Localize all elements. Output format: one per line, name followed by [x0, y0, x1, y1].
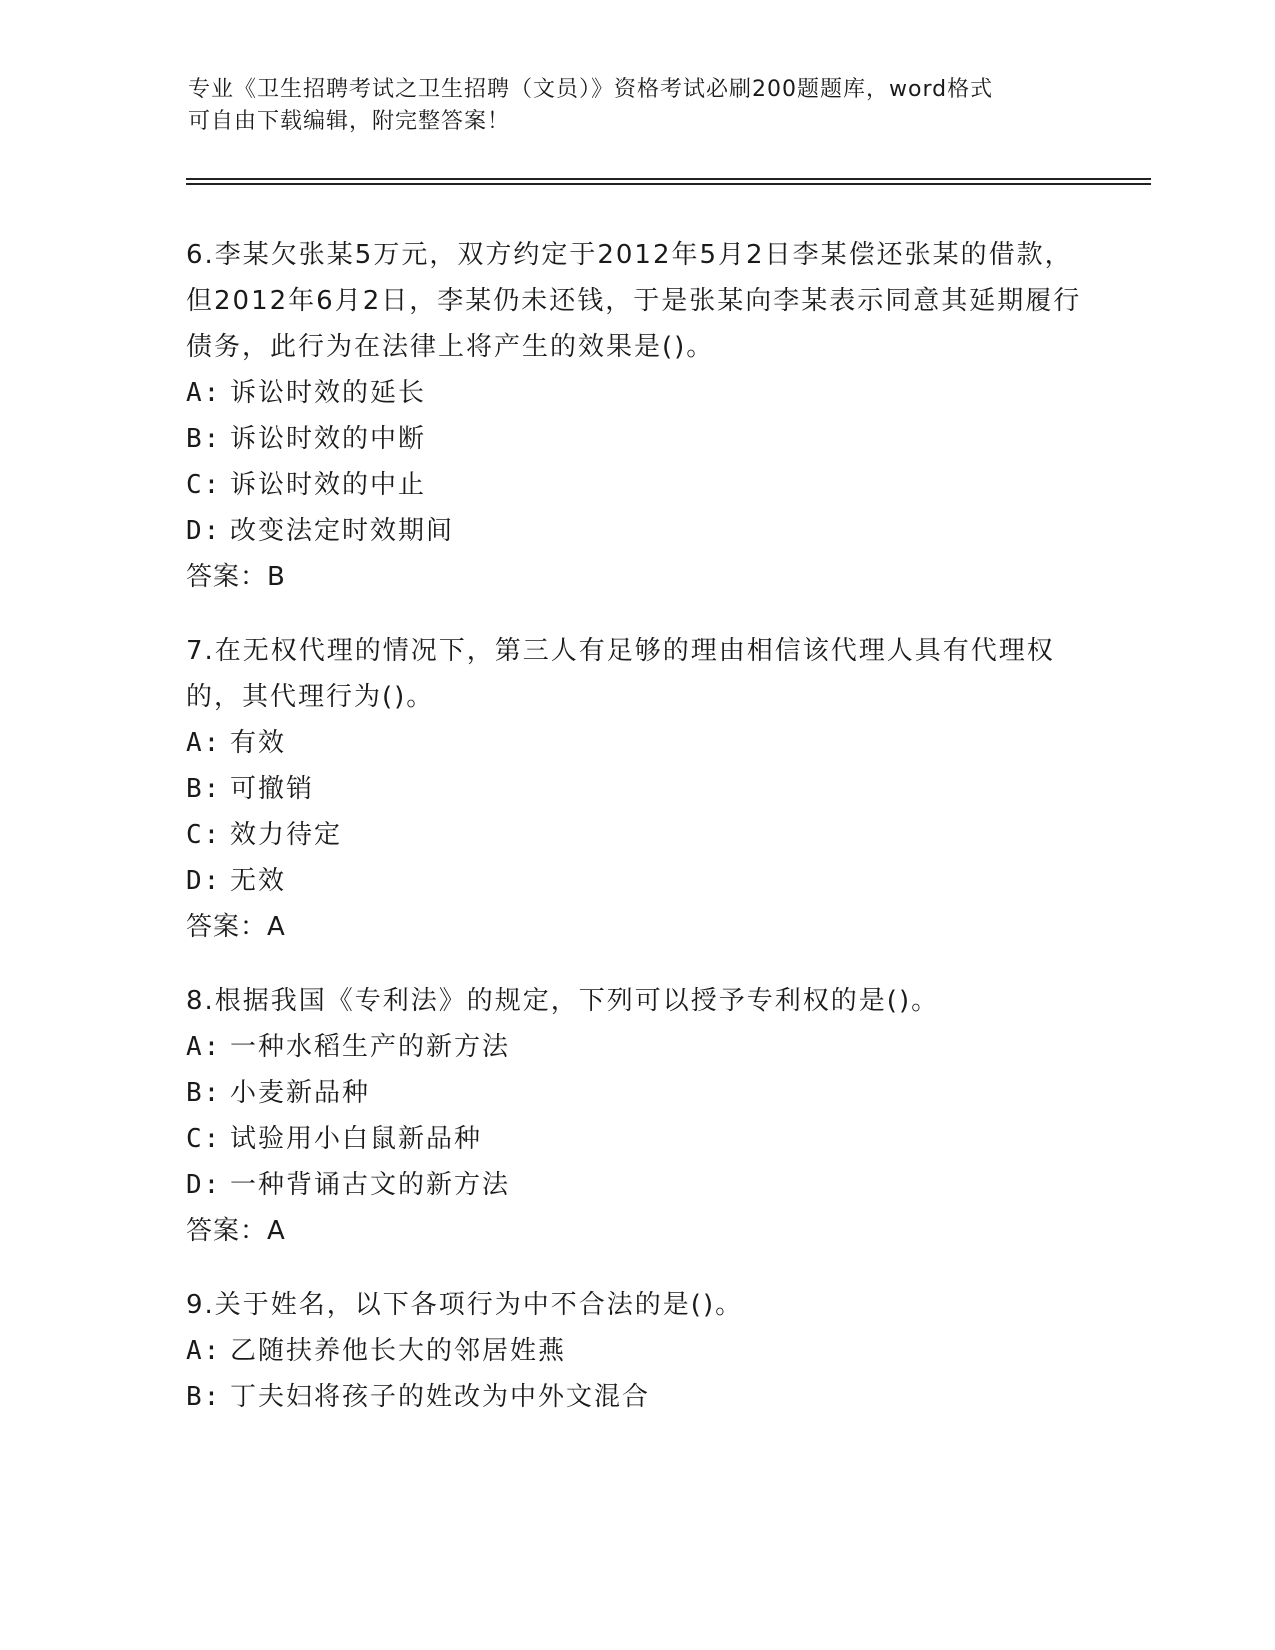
option-letter: C: [186, 470, 222, 500]
answer-line: 答案：A [186, 1216, 286, 1246]
question-stem: 6.李某欠张某5万元，双方约定于2012年5月2日李某偿还张某的借款，但2012年6月2日，李某仍未还钱，于是张某向李某表示同意其延期履行债务，此行为在法律上将产生的效果是()。 [186, 240, 1082, 362]
question-7 [186, 628, 1086, 950]
option-text: 诉讼时效的延长 [230, 378, 427, 408]
option-letter: D: [186, 516, 222, 546]
option-letter: A: [186, 728, 222, 758]
option-c [186, 812, 1086, 858]
question-9 [186, 1282, 1086, 1420]
option-a [186, 720, 1086, 766]
option-letter: B: [186, 1382, 222, 1412]
option-b [186, 1374, 1086, 1420]
option-letter: A: [186, 378, 222, 408]
option-letter: B: [186, 424, 222, 454]
question-8 [186, 978, 1086, 1254]
header-line-2: 可自由下载编辑，附完整答案！ [188, 109, 511, 134]
header-divider-bottom [186, 183, 1151, 185]
header-line-1: 专业《卫生招聘考试之卫生招聘（文员）》资格考试必刷200题题库，word格式 [188, 77, 994, 102]
option-a [186, 370, 1086, 416]
question-stem: 8.根据我国《专利法》的规定，下列可以授予专利权的是()。 [186, 986, 940, 1016]
option-text: 改变法定时效期间 [230, 516, 455, 546]
option-letter: B: [186, 774, 222, 804]
option-letter: B: [186, 1078, 222, 1108]
option-text: 小麦新品种 [230, 1078, 371, 1108]
option-text: 效力待定 [230, 820, 343, 850]
option-b [186, 416, 1086, 462]
question-list [186, 232, 1086, 1448]
option-text: 乙随扶养他长大的邻居姓燕 [230, 1336, 567, 1366]
option-text: 有效 [230, 728, 287, 758]
option-c [186, 462, 1086, 508]
document-header [188, 74, 1068, 138]
option-d [186, 1162, 1086, 1208]
option-text: 丁夫妇将孩子的姓改为中外文混合 [230, 1382, 651, 1412]
option-text: 可撤销 [230, 774, 315, 804]
question-6 [186, 232, 1086, 600]
question-stem: 9.关于姓名，以下各项行为中不合法的是()。 [186, 1290, 744, 1320]
option-b [186, 766, 1086, 812]
option-a [186, 1024, 1086, 1070]
option-text: 一种背诵古文的新方法 [230, 1170, 511, 1200]
option-d [186, 858, 1086, 904]
question-stem: 7.在无权代理的情况下，第三人有足够的理由相信该代理人具有代理权的，其代理行为()。 [186, 636, 1055, 712]
option-text: 诉讼时效的中止 [230, 470, 427, 500]
option-c [186, 1116, 1086, 1162]
option-text: 无效 [230, 866, 287, 896]
option-a [186, 1328, 1086, 1374]
option-text: 一种水稻生产的新方法 [230, 1032, 511, 1062]
option-letter: C: [186, 1124, 222, 1154]
header-divider-top [186, 178, 1151, 180]
option-b [186, 1070, 1086, 1116]
option-text: 试验用小白鼠新品种 [230, 1124, 483, 1154]
option-text: 诉讼时效的中断 [230, 424, 427, 454]
option-letter: D: [186, 866, 222, 896]
option-d [186, 508, 1086, 554]
option-letter: C: [186, 820, 222, 850]
option-letter: A: [186, 1336, 222, 1366]
answer-line: 答案：A [186, 912, 286, 942]
option-letter: D: [186, 1170, 222, 1200]
answer-line: 答案：B [186, 562, 286, 592]
option-letter: A: [186, 1032, 222, 1062]
